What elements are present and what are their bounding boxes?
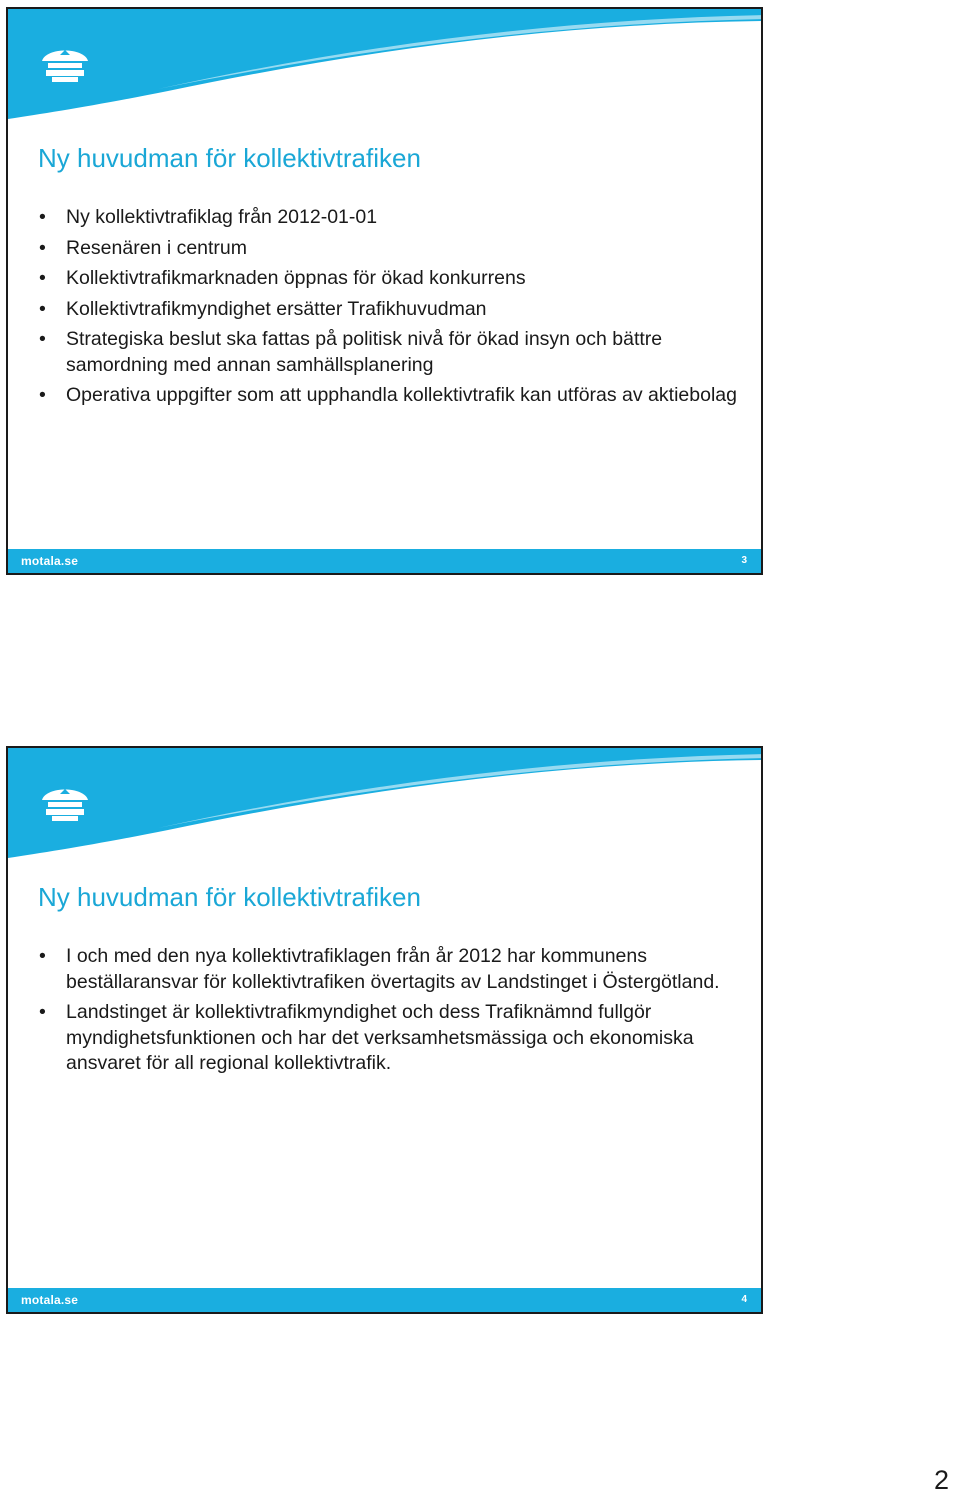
bullet-icon: • [39,206,46,228]
slide-3 [6,7,763,575]
bullet-icon: • [39,1001,46,1023]
bullet-icon: • [39,328,46,350]
bullet-icon: • [39,236,46,259]
footer-url: motala.se [21,554,79,568]
slide-4 [6,746,763,1314]
slide-page-number: 4 [741,1294,747,1305]
bullet-item: • Operativa uppgifter som att upphandla kollektivtrafik kan utföras av aktiebolag [38,383,738,409]
header-wave [8,748,763,878]
bullet-item: • Landstinget är kollektivtrafikmyndighet och dess Trafiknämnd fullgör myndighetsfunktionen och har det verksamhetsmässiga och ekonomiska ansvaret för all regional kollektivtrafik. [39,1001,694,1074]
bullet-list [38,205,738,414]
slide-footer [8,1288,763,1312]
bullet-item: • I och med den nya kollektivtrafiklagen från år 2012 har kommunens beställaransvar för kollektivtrafiken övertagits av Landstinget i Östergötland. [39,945,720,993]
motala-logo-icon [38,41,92,83]
bullet-icon: • [39,384,46,406]
footer-url: motala.se [21,1293,79,1307]
header-wave [8,9,763,139]
bullet-item: • Kollektivtrafikmyndighet ersätter Trafikhuvudman [38,297,738,323]
motala-logo-icon [38,780,92,822]
slide-footer [8,549,763,573]
bullet-item: • Kollektivtrafikmarknaden öppnas för ökad konkurrens [38,266,738,292]
slide-title: Ny huvudman för kollektivtrafiken [38,143,421,173]
document-page-number: 2 [934,1465,950,1495]
bullet-list [38,944,738,1082]
bullet-icon: • [39,297,46,320]
bullet-item: • Resenären i centrum [38,236,738,262]
bullet-icon: • [39,267,46,289]
bullet-item: • Ny kollektivtrafiklag från 2012-01-01 [38,205,738,231]
bullet-item: • Strategiska beslut ska fattas på politisk nivå för ökad insyn och bättre samordning med annan samhällsplanering [39,328,663,376]
slide-title: Ny huvudman för kollektivtrafiken [38,882,421,912]
slide-page-number: 3 [741,555,747,566]
bullet-icon: • [39,945,46,967]
